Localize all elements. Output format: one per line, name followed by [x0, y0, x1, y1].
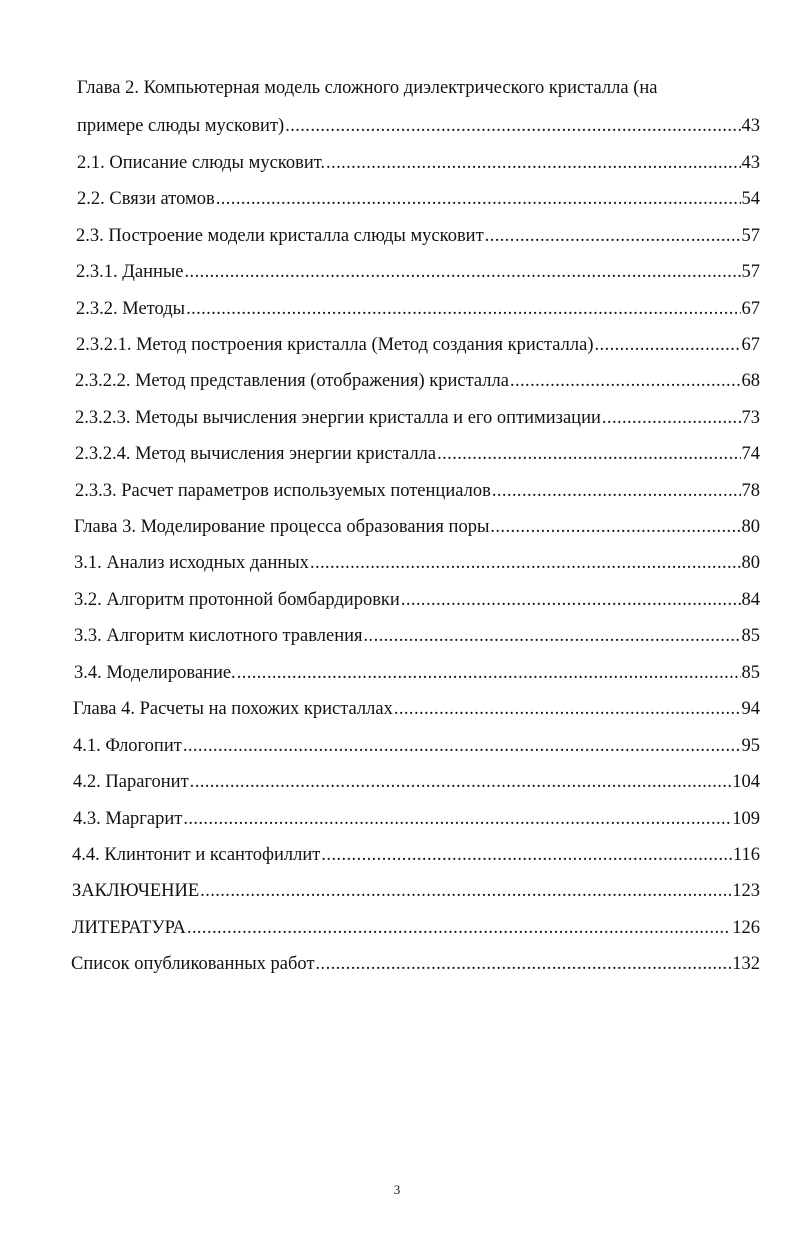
toc-entry[interactable] [76, 333, 760, 359]
dot-leader [437, 442, 740, 466]
toc-entry-label: 3.1. Анализ исходных данных [74, 553, 309, 573]
toc-entry-page: 123 [732, 881, 760, 901]
dot-leader [595, 333, 741, 357]
dot-leader [186, 297, 740, 321]
toc-entry[interactable] [76, 297, 760, 323]
dot-leader [602, 406, 741, 430]
toc-entry-label: Глава 4. Расчеты на похожих кристаллах [73, 699, 393, 719]
toc-entry-label: 4.2. Парагонит [73, 772, 189, 792]
toc-entry-label: 2.3.2.1. Метод построения кристалла (Метод создания кристалла) [76, 335, 594, 355]
toc-entry[interactable] [74, 588, 760, 614]
toc-entry[interactable] [76, 224, 760, 250]
toc-entry-label: 2.3. Построение модели кристалла слюды мусковит [76, 226, 484, 246]
dot-leader [187, 916, 731, 940]
toc-entry-page: 132 [732, 954, 760, 974]
toc-entry-label: 3.2. Алгоритм протонной бомбардировки [74, 590, 400, 610]
toc-entry-label: ЛИТЕРАТУРА [72, 918, 186, 938]
toc-entry-page: 43 [741, 153, 760, 173]
toc-entry-page: 78 [741, 481, 760, 501]
dot-leader [316, 952, 732, 976]
dot-leader [321, 843, 732, 867]
dot-leader [200, 879, 731, 903]
dot-leader [183, 807, 731, 831]
toc-entry-page: 116 [732, 845, 760, 865]
toc-entry-page: 43 [741, 116, 760, 136]
toc-entry[interactable] [73, 770, 760, 796]
toc-entry[interactable] [77, 187, 760, 213]
dot-leader [183, 734, 741, 758]
toc-entry[interactable] [74, 551, 760, 577]
toc-entry[interactable] [75, 369, 760, 395]
toc-entry-label: 2.3.3. Расчет параметров используемых потенциалов [75, 481, 491, 501]
toc-entry[interactable] [73, 734, 760, 760]
toc-entry-page: 54 [741, 189, 760, 209]
toc-entry[interactable] [75, 442, 760, 468]
toc-entry[interactable] [74, 661, 760, 687]
toc-entry-publications[interactable] [71, 952, 760, 978]
toc-entry-page: 104 [732, 772, 760, 792]
toc-entry-page: 126 [732, 918, 760, 938]
toc-entry-label: 4.4. Клинтонит и ксантофиллит [72, 845, 321, 865]
toc-entry[interactable] [75, 406, 760, 432]
toc-entry-label: 4.1. Флогопит [73, 736, 182, 756]
toc-entry-chapter-4[interactable] [73, 697, 760, 723]
toc-entry[interactable] [76, 260, 760, 286]
toc-entry-page: 85 [741, 626, 760, 646]
toc-entry-label: 3.4. Моделирование. [74, 663, 236, 683]
dot-leader [285, 114, 740, 138]
toc-entry-label: 3.3. Алгоритм кислотного травления [74, 626, 363, 646]
dot-leader [190, 770, 732, 794]
dot-leader [492, 479, 741, 503]
toc-entry-chapter-3[interactable] [74, 515, 760, 541]
toc-entry-page: 109 [732, 809, 760, 829]
toc-entry-page: 67 [741, 335, 760, 355]
dot-leader [185, 260, 741, 284]
toc-entry-page: 67 [741, 299, 760, 319]
toc-entry-label: ЗАКЛЮЧЕНИЕ [72, 881, 200, 901]
toc-entry-label: 2.2. Связи атомов [77, 189, 215, 209]
toc-entry-label: Глава 3. Моделирование процесса образования поры [74, 517, 490, 537]
toc-entry-chapter-2-line1: Глава 2. Компьютерная модель сложного диэлектрического кристалла (на [77, 78, 658, 98]
dot-leader [490, 515, 740, 539]
page-number: 3 [393, 1182, 401, 1197]
toc-entry-page: 57 [741, 262, 760, 282]
toc-entry-page: 95 [741, 736, 760, 756]
toc-entry-page: 73 [741, 408, 760, 428]
toc-entry-literature[interactable] [72, 916, 760, 942]
toc-entry-page: 74 [741, 444, 760, 464]
dot-leader [394, 697, 741, 721]
toc-entry-label: 4.3. Маргарит [73, 809, 183, 829]
dot-leader [401, 588, 741, 612]
toc-entry-label: Список опубликованных работ [71, 954, 315, 974]
dot-leader [326, 151, 740, 175]
toc-entry-label: 2.1. Описание слюды мусковит. [77, 153, 326, 173]
dot-leader [237, 661, 741, 685]
toc-entry-label: 2.3.2. Методы [76, 299, 186, 319]
toc-entry-label: 2.3.1. Данные [76, 262, 184, 282]
toc-entry[interactable] [77, 151, 760, 177]
toc-entry-chapter-2[interactable] [77, 114, 760, 140]
toc-entry-page: 68 [741, 371, 760, 391]
toc-entry[interactable] [74, 624, 760, 650]
toc-entry-page: 94 [741, 699, 760, 719]
toc-entry-page: 57 [741, 226, 760, 246]
dot-leader [510, 369, 741, 393]
dot-leader [364, 624, 741, 648]
dot-leader [485, 224, 741, 248]
toc-entry-label: 2.3.2.2. Метод представления (отображения) кристалла [75, 371, 509, 391]
toc-entry-page: 84 [741, 590, 760, 610]
toc-entry-conclusion[interactable] [72, 879, 760, 905]
toc-entry[interactable] [73, 807, 760, 833]
dot-leader [216, 187, 741, 211]
toc-entry[interactable] [75, 479, 760, 505]
toc-entry-label: примере слюды мусковит) [77, 116, 285, 136]
dot-leader [310, 551, 741, 575]
toc-entry-label: 2.3.2.3. Методы вычисления энергии кристалла и его оптимизации [75, 408, 601, 428]
toc-entry-label: 2.3.2.4. Метод вычисления энергии кристалла [75, 444, 437, 464]
toc-entry-page: 85 [741, 663, 760, 683]
toc-entry-page: 80 [741, 553, 760, 573]
toc-entry[interactable] [72, 843, 760, 869]
toc-entry-page: 80 [741, 517, 760, 537]
